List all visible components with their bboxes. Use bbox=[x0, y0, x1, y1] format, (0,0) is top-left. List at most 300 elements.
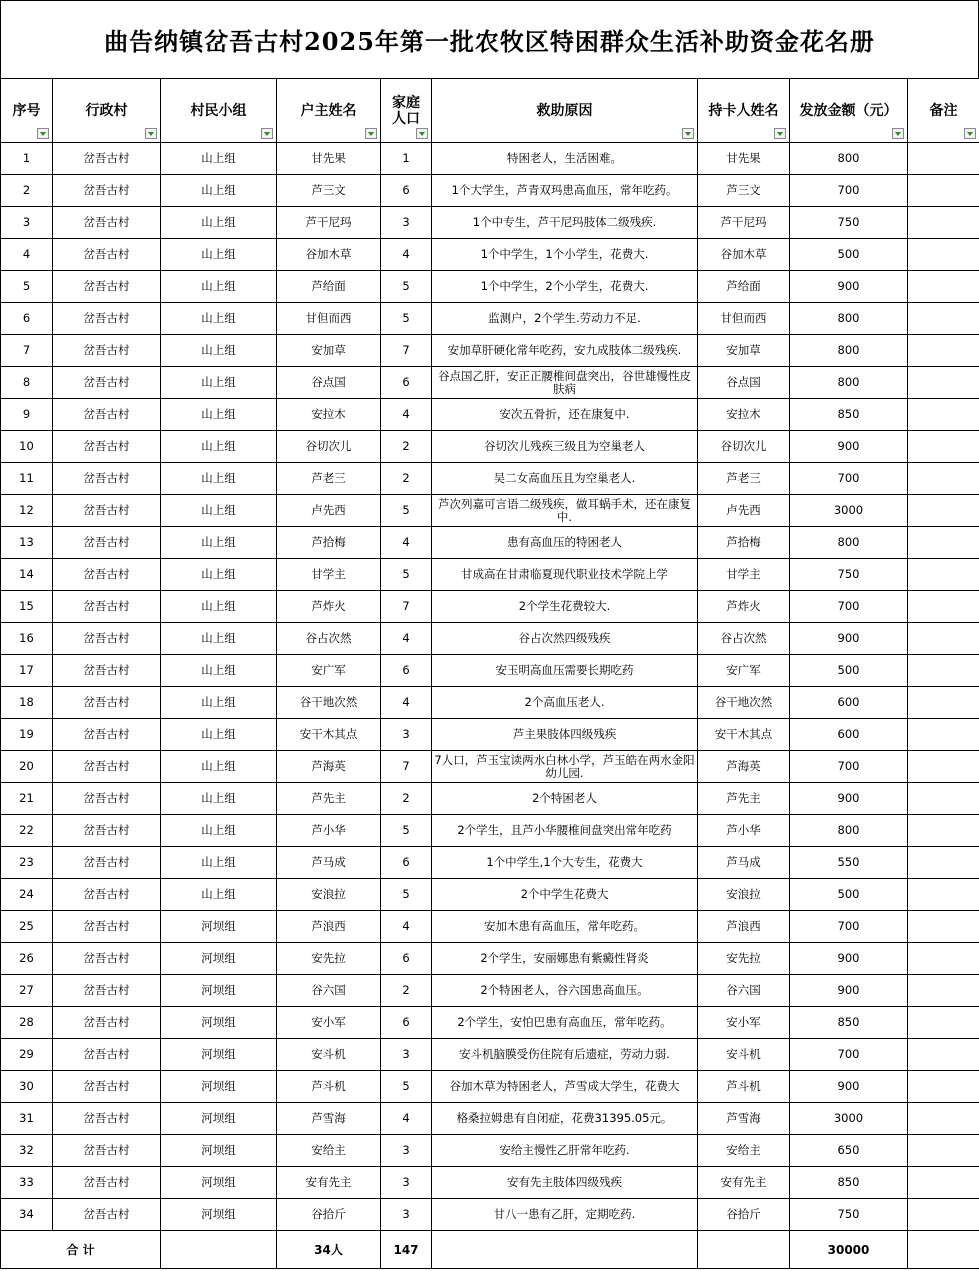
cell-seq: 25 bbox=[1, 911, 53, 943]
cell-amount: 800 bbox=[790, 143, 908, 175]
cell-cardholder: 谷切次儿 bbox=[698, 431, 790, 463]
cell-reason: 1个中学生，1个小学生，花费大. bbox=[432, 239, 698, 271]
cell-amount: 750 bbox=[790, 1199, 908, 1231]
cell-note bbox=[908, 143, 979, 175]
cell-family-size: 3 bbox=[381, 1167, 432, 1199]
cell-note bbox=[908, 367, 979, 399]
cell-group: 河坝组 bbox=[161, 1039, 277, 1071]
cell-group: 山上组 bbox=[161, 367, 277, 399]
cell-group: 山上组 bbox=[161, 207, 277, 239]
cell-family-size: 4 bbox=[381, 1103, 432, 1135]
cell-head-name: 谷加木草 bbox=[277, 239, 381, 271]
cell-village: 岔吾古村 bbox=[53, 207, 161, 239]
cell-reason: 安次五骨折，还在康复中. bbox=[432, 399, 698, 431]
cell-village: 岔吾古村 bbox=[53, 975, 161, 1007]
cell-note bbox=[908, 911, 979, 943]
cell-village: 岔吾古村 bbox=[53, 815, 161, 847]
cell-seq: 20 bbox=[1, 751, 53, 783]
cell-reason: 特困老人，生活困难。 bbox=[432, 143, 698, 175]
table-row bbox=[1, 399, 979, 431]
cell-group: 山上组 bbox=[161, 335, 277, 367]
cell-family-size: 3 bbox=[381, 1135, 432, 1167]
cell-village: 岔吾古村 bbox=[53, 1135, 161, 1167]
cell-head-name: 芦小华 bbox=[277, 815, 381, 847]
cell-reason: 安有先主肢体四级残疾 bbox=[432, 1167, 698, 1199]
cell-amount: 550 bbox=[790, 847, 908, 879]
cell-note bbox=[908, 463, 979, 495]
cell-note bbox=[908, 879, 979, 911]
column-header-label: 家庭人口 bbox=[392, 94, 420, 127]
cell-amount: 700 bbox=[790, 1039, 908, 1071]
cell-cardholder: 安拉木 bbox=[698, 399, 790, 431]
cell-group: 山上组 bbox=[161, 623, 277, 655]
cell-head-name: 安干木其点 bbox=[277, 719, 381, 751]
cell-village: 岔吾古村 bbox=[53, 719, 161, 751]
dropdown-filter-icon[interactable] bbox=[774, 128, 786, 139]
cell-village: 岔吾古村 bbox=[53, 879, 161, 911]
cell-amount: 900 bbox=[790, 1071, 908, 1103]
cell-family-size: 6 bbox=[381, 367, 432, 399]
cell-village: 岔吾古村 bbox=[53, 559, 161, 591]
cell-group: 山上组 bbox=[161, 431, 277, 463]
cell-group: 河坝组 bbox=[161, 943, 277, 975]
table-row bbox=[1, 1199, 979, 1231]
cell-note bbox=[908, 431, 979, 463]
table-row bbox=[1, 207, 979, 239]
table-row bbox=[1, 1039, 979, 1071]
cell-head-name: 安浪拉 bbox=[277, 879, 381, 911]
table-row bbox=[1, 559, 979, 591]
cell-head-name: 芦炸火 bbox=[277, 591, 381, 623]
dropdown-filter-icon[interactable] bbox=[416, 128, 428, 139]
cell-head-name: 芦老三 bbox=[277, 463, 381, 495]
table-row bbox=[1, 527, 979, 559]
cell-head-name: 安拉木 bbox=[277, 399, 381, 431]
cell-note bbox=[908, 207, 979, 239]
cell-group: 山上组 bbox=[161, 751, 277, 783]
total-row bbox=[1, 1231, 979, 1269]
cell-note bbox=[908, 783, 979, 815]
cell-note bbox=[908, 975, 979, 1007]
cell-reason: 谷占次然四级残疾 bbox=[432, 623, 698, 655]
cell-cardholder: 芦雪海 bbox=[698, 1103, 790, 1135]
cell-reason: 吴二女高血压且为空巢老人. bbox=[432, 463, 698, 495]
column-header-label: 村民小组 bbox=[190, 102, 247, 119]
cell-village: 岔吾古村 bbox=[53, 591, 161, 623]
cell-cardholder: 芦干尼玛 bbox=[698, 207, 790, 239]
cell-group: 河坝组 bbox=[161, 1199, 277, 1231]
cell-group: 山上组 bbox=[161, 687, 277, 719]
cell-village: 岔吾古村 bbox=[53, 1007, 161, 1039]
cell-cardholder: 谷加木草 bbox=[698, 239, 790, 271]
cell-family-size: 3 bbox=[381, 1199, 432, 1231]
cell-village: 岔吾古村 bbox=[53, 847, 161, 879]
cell-seq: 34 bbox=[1, 1199, 53, 1231]
cell-group: 山上组 bbox=[161, 303, 277, 335]
cell-amount: 900 bbox=[790, 783, 908, 815]
cell-cardholder: 芦三文 bbox=[698, 175, 790, 207]
cell-family-size: 6 bbox=[381, 943, 432, 975]
cell-group: 山上组 bbox=[161, 591, 277, 623]
cell-seq: 24 bbox=[1, 879, 53, 911]
cell-seq: 18 bbox=[1, 687, 53, 719]
column-header-label: 发放金额（元） bbox=[799, 102, 898, 119]
table-row bbox=[1, 975, 979, 1007]
cell-reason: 谷加木草为特困老人，芦雪成大学生，花费大 bbox=[432, 1071, 698, 1103]
cell-village: 岔吾古村 bbox=[53, 751, 161, 783]
cell-head-name: 谷占次然 bbox=[277, 623, 381, 655]
cell-family-size: 4 bbox=[381, 239, 432, 271]
cell-seq: 31 bbox=[1, 1103, 53, 1135]
cell-village: 岔吾古村 bbox=[53, 1199, 161, 1231]
cell-family-size: 5 bbox=[381, 1071, 432, 1103]
cell-village: 岔吾古村 bbox=[53, 655, 161, 687]
roster-table bbox=[0, 78, 979, 1269]
cell-amount: 850 bbox=[790, 399, 908, 431]
cell-amount: 700 bbox=[790, 911, 908, 943]
cell-head-name: 安先拉 bbox=[277, 943, 381, 975]
cell-note bbox=[908, 687, 979, 719]
cell-group: 河坝组 bbox=[161, 1103, 277, 1135]
column-header-reason bbox=[432, 79, 698, 143]
cell-family-size: 7 bbox=[381, 751, 432, 783]
cell-cardholder: 芦先主 bbox=[698, 783, 790, 815]
cell-amount: 800 bbox=[790, 335, 908, 367]
cell-seq: 29 bbox=[1, 1039, 53, 1071]
cell-seq: 32 bbox=[1, 1135, 53, 1167]
cell-head-name: 芦雪海 bbox=[277, 1103, 381, 1135]
cell-family-size: 3 bbox=[381, 719, 432, 751]
table-row bbox=[1, 335, 979, 367]
cell-village: 岔吾古村 bbox=[53, 495, 161, 527]
cell-note bbox=[908, 1039, 979, 1071]
cell-note bbox=[908, 815, 979, 847]
cell-seq: 10 bbox=[1, 431, 53, 463]
cell-seq: 11 bbox=[1, 463, 53, 495]
cell-reason: 芦主果肢体四级残疾 bbox=[432, 719, 698, 751]
table-row bbox=[1, 655, 979, 687]
cell-family-size: 4 bbox=[381, 623, 432, 655]
table-row bbox=[1, 879, 979, 911]
table-row bbox=[1, 847, 979, 879]
cell-head-name: 谷干地次然 bbox=[277, 687, 381, 719]
cell-amount: 600 bbox=[790, 719, 908, 751]
cell-cardholder: 安给主 bbox=[698, 1135, 790, 1167]
cell-village: 岔吾古村 bbox=[53, 303, 161, 335]
cell-cardholder: 安斗机 bbox=[698, 1039, 790, 1071]
total-empty-group bbox=[161, 1231, 277, 1269]
cell-cardholder: 甘先果 bbox=[698, 143, 790, 175]
cell-group: 山上组 bbox=[161, 559, 277, 591]
cell-village: 岔吾古村 bbox=[53, 943, 161, 975]
cell-seq: 3 bbox=[1, 207, 53, 239]
cell-cardholder: 安浪拉 bbox=[698, 879, 790, 911]
column-header-label: 序号 bbox=[12, 102, 41, 119]
table-row bbox=[1, 175, 979, 207]
cell-seq: 27 bbox=[1, 975, 53, 1007]
cell-note bbox=[908, 751, 979, 783]
column-header-label: 持卡人姓名 bbox=[708, 102, 779, 119]
cell-reason: 2个学生花费较大. bbox=[432, 591, 698, 623]
cell-group: 山上组 bbox=[161, 783, 277, 815]
cell-village: 岔吾古村 bbox=[53, 623, 161, 655]
cell-note bbox=[908, 527, 979, 559]
table-row bbox=[1, 463, 979, 495]
table-row bbox=[1, 591, 979, 623]
cell-village: 岔吾古村 bbox=[53, 527, 161, 559]
cell-group: 河坝组 bbox=[161, 1071, 277, 1103]
cell-village: 岔吾古村 bbox=[53, 463, 161, 495]
column-header-amount bbox=[790, 79, 908, 143]
cell-family-size: 5 bbox=[381, 303, 432, 335]
cell-family-size: 5 bbox=[381, 879, 432, 911]
cell-group: 河坝组 bbox=[161, 1135, 277, 1167]
cell-group: 山上组 bbox=[161, 527, 277, 559]
cell-seq: 22 bbox=[1, 815, 53, 847]
cell-head-name: 芦先主 bbox=[277, 783, 381, 815]
cell-cardholder: 芦炸火 bbox=[698, 591, 790, 623]
cell-amount: 700 bbox=[790, 175, 908, 207]
cell-head-name: 芦斗机 bbox=[277, 1071, 381, 1103]
dropdown-filter-icon[interactable] bbox=[261, 128, 273, 139]
cell-group: 山上组 bbox=[161, 399, 277, 431]
cell-reason: 患有高血压的特困老人 bbox=[432, 527, 698, 559]
cell-cardholder: 安干木其点 bbox=[698, 719, 790, 751]
cell-seq: 23 bbox=[1, 847, 53, 879]
cell-group: 山上组 bbox=[161, 655, 277, 687]
dropdown-filter-icon[interactable] bbox=[892, 128, 904, 139]
cell-village: 岔吾古村 bbox=[53, 175, 161, 207]
table-row bbox=[1, 687, 979, 719]
cell-seq: 33 bbox=[1, 1167, 53, 1199]
cell-village: 岔吾古村 bbox=[53, 431, 161, 463]
cell-amount: 750 bbox=[790, 207, 908, 239]
table-row bbox=[1, 623, 979, 655]
cell-reason: 2个学生，且芦小华腰椎间盘突出常年吃药 bbox=[432, 815, 698, 847]
cell-cardholder: 芦拾梅 bbox=[698, 527, 790, 559]
cell-seq: 28 bbox=[1, 1007, 53, 1039]
cell-note bbox=[908, 239, 979, 271]
column-header-label: 行政村 bbox=[85, 102, 128, 119]
cell-reason: 芦次列嘉可言语二级残疾，做耳蜗手术，还在康复中. bbox=[432, 495, 698, 527]
table-row bbox=[1, 1135, 979, 1167]
cell-cardholder: 安小军 bbox=[698, 1007, 790, 1039]
cell-seq: 14 bbox=[1, 559, 53, 591]
table-row bbox=[1, 1103, 979, 1135]
cell-amount: 500 bbox=[790, 239, 908, 271]
cell-reason: 格桑拉姆患有自闭症，花费31395.05元。 bbox=[432, 1103, 698, 1135]
cell-family-size: 6 bbox=[381, 1007, 432, 1039]
cell-cardholder: 芦给面 bbox=[698, 271, 790, 303]
cell-cardholder: 安加草 bbox=[698, 335, 790, 367]
cell-family-size: 7 bbox=[381, 591, 432, 623]
table-row bbox=[1, 1007, 979, 1039]
table-row bbox=[1, 239, 979, 271]
cell-reason: 1个中专生，芦干尼玛肢体二级残疾. bbox=[432, 207, 698, 239]
cell-note bbox=[908, 655, 979, 687]
cell-village: 岔吾古村 bbox=[53, 1071, 161, 1103]
cell-family-size: 3 bbox=[381, 207, 432, 239]
cell-note bbox=[908, 303, 979, 335]
cell-note bbox=[908, 271, 979, 303]
dropdown-filter-icon[interactable] bbox=[145, 128, 157, 139]
page-title: 曲告纳镇岔吾古村2025年第一批农牧区特困群众生活补助资金花名册 bbox=[0, 0, 979, 78]
cell-amount: 900 bbox=[790, 271, 908, 303]
cell-amount: 750 bbox=[790, 559, 908, 591]
cell-head-name: 卢先西 bbox=[277, 495, 381, 527]
cell-note bbox=[908, 591, 979, 623]
column-header-label: 备注 bbox=[929, 102, 958, 119]
header-row bbox=[1, 79, 979, 143]
total-empty-note bbox=[908, 1231, 979, 1269]
cell-family-size: 2 bbox=[381, 431, 432, 463]
cell-amount: 900 bbox=[790, 623, 908, 655]
cell-group: 河坝组 bbox=[161, 1007, 277, 1039]
cell-head-name: 甘但而西 bbox=[277, 303, 381, 335]
cell-note bbox=[908, 1071, 979, 1103]
cell-note bbox=[908, 399, 979, 431]
cell-group: 山上组 bbox=[161, 271, 277, 303]
cell-head-name: 安小军 bbox=[277, 1007, 381, 1039]
cell-head-name: 芦马成 bbox=[277, 847, 381, 879]
cell-group: 河坝组 bbox=[161, 911, 277, 943]
cell-seq: 15 bbox=[1, 591, 53, 623]
cell-note bbox=[908, 1199, 979, 1231]
table-body bbox=[1, 143, 979, 1231]
dropdown-filter-icon[interactable] bbox=[37, 128, 49, 139]
cell-family-size: 4 bbox=[381, 687, 432, 719]
cell-amount: 800 bbox=[790, 815, 908, 847]
cell-head-name: 谷拾斤 bbox=[277, 1199, 381, 1231]
cell-reason: 2个高血压老人. bbox=[432, 687, 698, 719]
cell-seq: 6 bbox=[1, 303, 53, 335]
cell-family-size: 6 bbox=[381, 175, 432, 207]
cell-group: 山上组 bbox=[161, 463, 277, 495]
table-row bbox=[1, 271, 979, 303]
cell-cardholder: 甘但而西 bbox=[698, 303, 790, 335]
cell-amount: 600 bbox=[790, 687, 908, 719]
cell-reason: 甘八一患有乙肝，定期吃药. bbox=[432, 1199, 698, 1231]
cell-cardholder: 谷占次然 bbox=[698, 623, 790, 655]
dropdown-filter-icon[interactable] bbox=[682, 128, 694, 139]
table-row bbox=[1, 495, 979, 527]
cell-amount: 3000 bbox=[790, 495, 908, 527]
cell-amount: 850 bbox=[790, 1167, 908, 1199]
cell-note bbox=[908, 1007, 979, 1039]
cell-head-name: 安广军 bbox=[277, 655, 381, 687]
cell-amount: 500 bbox=[790, 655, 908, 687]
cell-family-size: 6 bbox=[381, 655, 432, 687]
cell-cardholder: 卢先西 bbox=[698, 495, 790, 527]
cell-reason: 安给主慢性乙肝常年吃药. bbox=[432, 1135, 698, 1167]
cell-head-name: 芦拾梅 bbox=[277, 527, 381, 559]
table-row bbox=[1, 911, 979, 943]
cell-cardholder: 芦斗机 bbox=[698, 1071, 790, 1103]
column-header-note bbox=[908, 79, 979, 143]
cell-head-name: 谷切次儿 bbox=[277, 431, 381, 463]
cell-amount: 850 bbox=[790, 1007, 908, 1039]
cell-amount: 800 bbox=[790, 367, 908, 399]
table-row bbox=[1, 1071, 979, 1103]
cell-village: 岔吾古村 bbox=[53, 143, 161, 175]
table-row bbox=[1, 783, 979, 815]
cell-cardholder: 安先拉 bbox=[698, 943, 790, 975]
cell-group: 山上组 bbox=[161, 879, 277, 911]
cell-seq: 12 bbox=[1, 495, 53, 527]
cell-reason: 甘成高在甘肃临夏现代职业技术学院上学 bbox=[432, 559, 698, 591]
cell-village: 岔吾古村 bbox=[53, 367, 161, 399]
column-header-head-name bbox=[277, 79, 381, 143]
cell-village: 岔吾古村 bbox=[53, 911, 161, 943]
cell-cardholder: 芦老三 bbox=[698, 463, 790, 495]
cell-amount: 900 bbox=[790, 431, 908, 463]
cell-family-size: 4 bbox=[381, 399, 432, 431]
cell-note bbox=[908, 847, 979, 879]
table-row bbox=[1, 1167, 979, 1199]
cell-village: 岔吾古村 bbox=[53, 239, 161, 271]
cell-family-size: 2 bbox=[381, 975, 432, 1007]
table-row bbox=[1, 303, 979, 335]
cell-note bbox=[908, 1135, 979, 1167]
cell-group: 河坝组 bbox=[161, 975, 277, 1007]
cell-reason: 2个学生，安丽娜患有紫癜性肾炎 bbox=[432, 943, 698, 975]
cell-head-name: 安给主 bbox=[277, 1135, 381, 1167]
cell-cardholder: 安广军 bbox=[698, 655, 790, 687]
cell-note bbox=[908, 495, 979, 527]
total-label: 合 计 bbox=[1, 1231, 161, 1269]
cell-family-size: 2 bbox=[381, 783, 432, 815]
cell-reason: 1个中学生,1个大专生，花费大 bbox=[432, 847, 698, 879]
cell-family-size: 5 bbox=[381, 271, 432, 303]
cell-head-name: 芦海英 bbox=[277, 751, 381, 783]
column-header-family-size bbox=[381, 79, 432, 143]
cell-note bbox=[908, 943, 979, 975]
cell-village: 岔吾古村 bbox=[53, 1167, 161, 1199]
cell-note bbox=[908, 719, 979, 751]
dropdown-filter-icon[interactable] bbox=[365, 128, 377, 139]
table-row bbox=[1, 367, 979, 399]
cell-head-name: 芦给面 bbox=[277, 271, 381, 303]
dropdown-filter-icon[interactable] bbox=[964, 128, 976, 139]
cell-head-name: 甘先果 bbox=[277, 143, 381, 175]
cell-seq: 5 bbox=[1, 271, 53, 303]
column-header-seq bbox=[1, 79, 53, 143]
cell-seq: 16 bbox=[1, 623, 53, 655]
cell-amount: 700 bbox=[790, 751, 908, 783]
cell-head-name: 芦三文 bbox=[277, 175, 381, 207]
cell-reason: 7人口，芦玉宝读两水白林小学，芦玉皓在两水金阳幼儿园. bbox=[432, 751, 698, 783]
cell-group: 山上组 bbox=[161, 143, 277, 175]
cell-cardholder: 甘学主 bbox=[698, 559, 790, 591]
cell-note bbox=[908, 1167, 979, 1199]
cell-group: 山上组 bbox=[161, 495, 277, 527]
cell-family-size: 4 bbox=[381, 527, 432, 559]
cell-reason: 2个特困老人 bbox=[432, 783, 698, 815]
total-amount: 30000 bbox=[790, 1231, 908, 1269]
cell-family-size: 3 bbox=[381, 1039, 432, 1071]
cell-reason: 安玉明高血压需要长期吃药 bbox=[432, 655, 698, 687]
total-empty-reason bbox=[432, 1231, 698, 1269]
cell-amount: 3000 bbox=[790, 1103, 908, 1135]
cell-seq: 9 bbox=[1, 399, 53, 431]
cell-reason: 1个中学生，2个小学生，花费大. bbox=[432, 271, 698, 303]
cell-amount: 700 bbox=[790, 463, 908, 495]
cell-family-size: 5 bbox=[381, 815, 432, 847]
cell-seq: 13 bbox=[1, 527, 53, 559]
cell-village: 岔吾古村 bbox=[53, 399, 161, 431]
cell-reason: 监测户，2个学生.劳动力不足. bbox=[432, 303, 698, 335]
cell-reason: 2个学生，安怕巴患有高血压，常年吃药。 bbox=[432, 1007, 698, 1039]
